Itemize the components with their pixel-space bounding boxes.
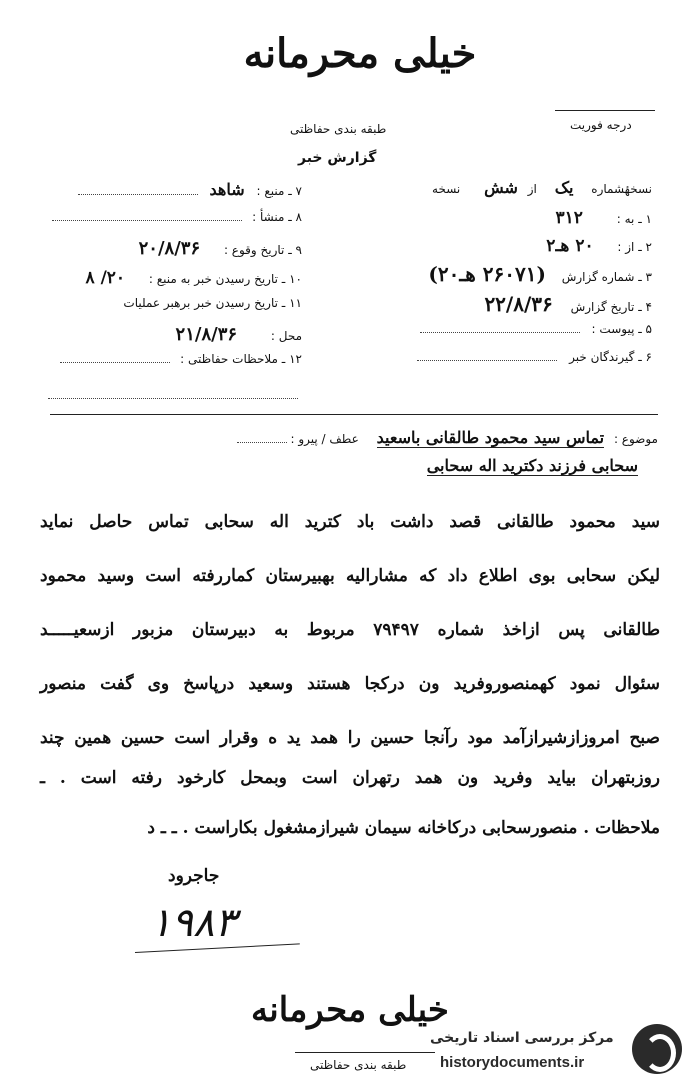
copy-total-value: شش	[484, 178, 518, 197]
signature: جاجرود	[168, 866, 220, 886]
recipients-dots	[417, 360, 557, 361]
footer-divider	[295, 1052, 435, 1053]
source-label: ۷ ـ منبع :	[256, 184, 302, 198]
attachment-label: ۵ ـ پیوست :	[591, 322, 652, 336]
report-number-label: ۳ ـ شماره گزارش	[561, 270, 652, 284]
received-source-label: ۱۰ ـ تاریخ رسیدن خبر به منبع :	[148, 272, 302, 286]
attachment-row	[420, 322, 652, 336]
report-type-label: گزارش خبر	[298, 150, 377, 166]
received-ops-label: ۱۱ ـ تاریخ رسیدن خبر برهبر عملیات	[123, 296, 302, 310]
header-divider	[50, 414, 658, 415]
event-date-value: ۲۰/۸/۳۶	[138, 238, 201, 259]
received-ops-row	[123, 296, 302, 310]
report-date-label: ۴ ـ تاریخ گزارش	[570, 300, 652, 314]
event-date-row	[139, 238, 302, 259]
body-line-1: سید محمود طالقانی قصد داشت باد کترید اله سحابی تماس حاصل نماید	[40, 512, 660, 532]
from-row	[546, 236, 652, 256]
reference-dots	[237, 442, 287, 443]
place-row	[176, 324, 302, 345]
body-line-2: لیکن سحابی بوی اطلاع داد که مشارالیه بهبیرستان کماررفته است وسید محمود	[40, 566, 660, 586]
copy-number-label: نسخهٔشماره	[591, 182, 652, 196]
from-value: ۲۰ هـ۲	[546, 236, 594, 256]
event-date-label: ۹ ـ تاریخ وقوع :	[223, 243, 302, 257]
reference-label: عطف / پیرو :	[290, 432, 359, 446]
body-line-4: سئوال نمود کهمنصوروفرید ون درکجا هستند وسعید درپاسخ وی گفت منصور	[40, 674, 660, 694]
to-row	[556, 208, 652, 228]
notes-extra-dots-row	[48, 384, 298, 403]
classification-label: طبقه بندی حفاظتی	[290, 122, 387, 136]
notes-row	[60, 352, 302, 366]
body-line-6: روزبتهران بیاید وفرید ون همد رتهران است وبمحل کارخود رفته است . ـ	[40, 768, 660, 788]
watermark-text: مرکز بررسی اسناد تاریخی	[430, 1030, 614, 1046]
subject-row	[237, 428, 658, 447]
document-title: خیلی محرمانه	[243, 30, 477, 77]
watermark-url: historydocuments.ir	[440, 1054, 585, 1071]
subject-line-2: سحابی فرزند دکترید اله سحابی	[426, 456, 638, 475]
body-line-7: ملاحظات . منصورسحابی درکاخانه سیمان شیرازمشغول بکاراست . ـ ـ د	[147, 818, 660, 838]
to-label: ۱ ـ به :	[616, 212, 652, 226]
source-value: شاهد	[209, 180, 245, 199]
body-line-3: طالقانی پس ازاخذ شماره ۷۹۴۹۷ مربوط به دبیرستان مزبور ازسعیـــــد	[40, 620, 660, 640]
copy-number-row	[432, 178, 652, 197]
place-label: محل :	[270, 329, 302, 343]
footer-classification-label: طبقه بندی حفاظتی	[310, 1058, 407, 1072]
received-source-value: ۲۰/ ۸	[85, 268, 126, 288]
report-number-row	[428, 262, 652, 286]
source-row	[78, 180, 302, 199]
report-number-value: (۲۶۰۷۱ هـ۲۰)	[428, 262, 546, 286]
urgency-underline	[555, 110, 655, 111]
copy-number-value: یک	[554, 178, 574, 197]
to-value: ۳۱۲	[555, 208, 583, 228]
subject-line-1: تماس سید محمود طالقانی باسعید	[376, 428, 605, 447]
copy-of-label: از	[527, 182, 537, 196]
source-dots	[78, 194, 198, 195]
attachment-dots	[420, 332, 580, 333]
body-line-5: صبح امروزازشیرازآمد مود رآنجا حسین را همد ید ه وقرار است حسین همین چند	[40, 728, 660, 748]
notes-dots	[60, 362, 170, 363]
recipients-row	[417, 350, 652, 364]
origin-label: ۸ ـ منشأ :	[252, 210, 302, 224]
origin-dots	[52, 220, 242, 221]
report-date-value: ۲۲/۸/۳۶	[484, 292, 553, 316]
from-label: ۲ ـ از :	[617, 240, 652, 254]
watermark-logo-icon	[632, 1024, 682, 1074]
place-value: ۲۱/۸/۳۶	[175, 324, 238, 345]
handwritten-number: ۱۹۸۳	[150, 900, 236, 946]
urgency-label: درجه فوریت	[570, 118, 632, 132]
notes-label: ۱۲ ـ ملاحظات حفاظتی :	[180, 352, 302, 366]
recipients-label: ۶ ـ گیرندگان خبر	[569, 350, 652, 364]
report-date-row	[484, 292, 652, 316]
origin-row	[52, 210, 302, 224]
subject-label: موضوع :	[613, 432, 658, 446]
notes-extra-dots	[48, 398, 298, 399]
copy-unit-label: نسخه	[432, 182, 461, 196]
footer-title: خیلی محرمانه	[251, 990, 449, 1030]
received-source-row	[86, 268, 302, 288]
